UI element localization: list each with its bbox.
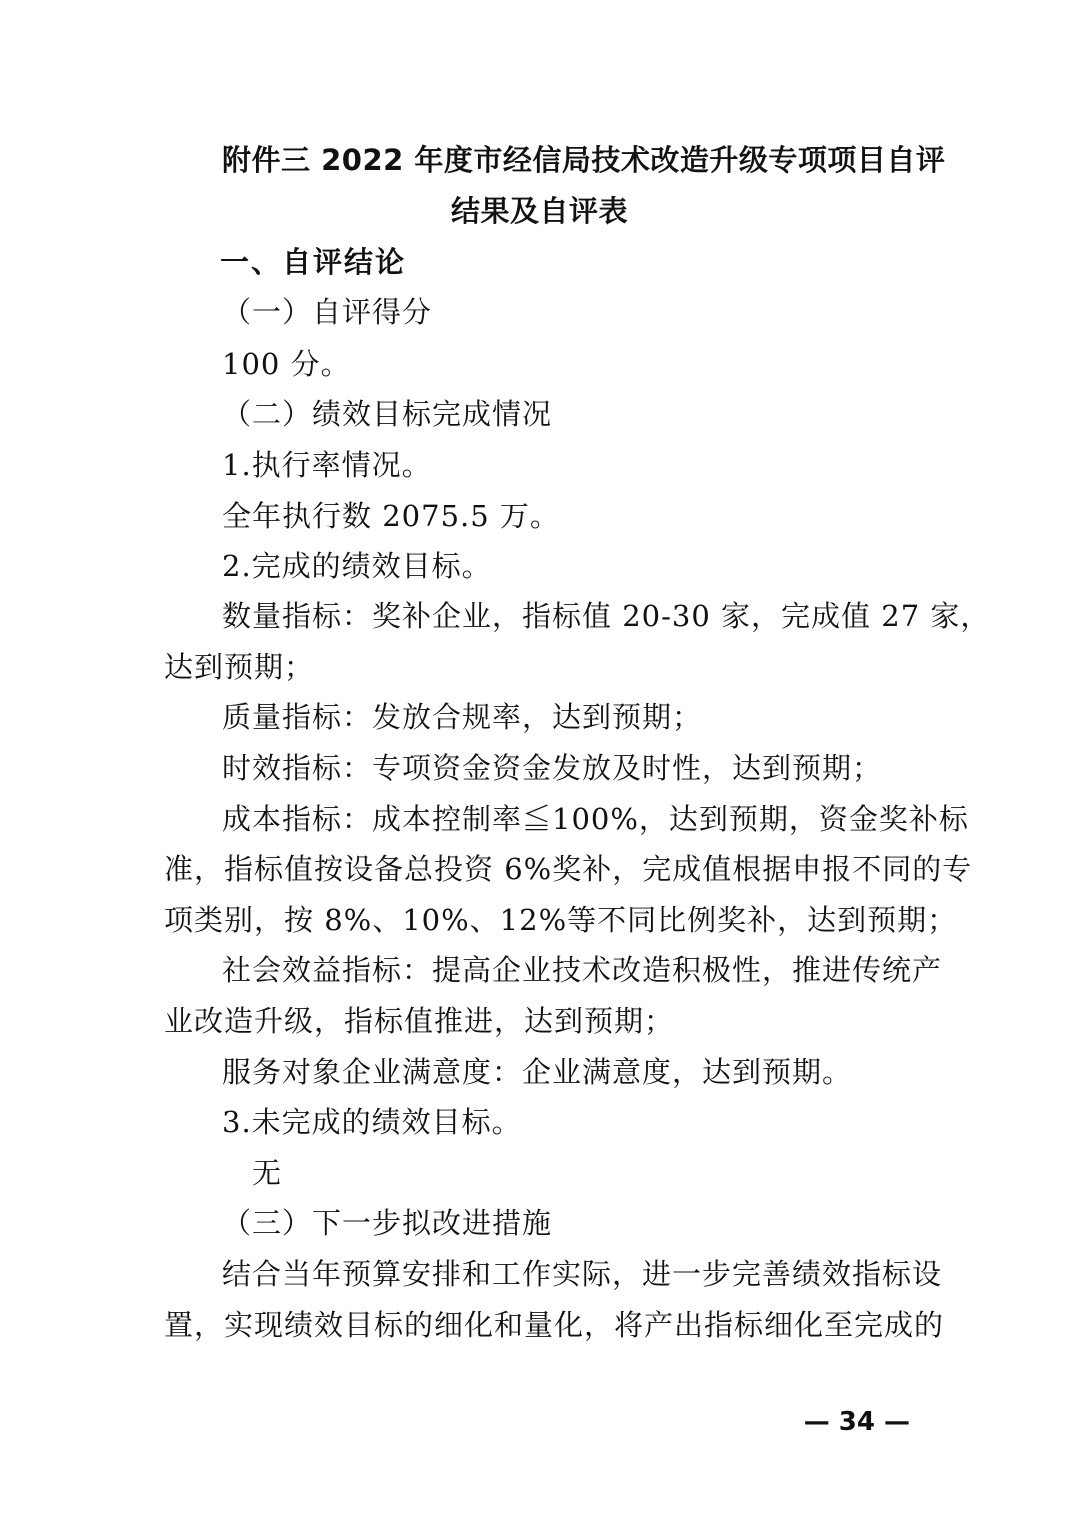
quantity-indicator-line-2: 达到预期； — [164, 650, 315, 684]
score-text: 100 分。 — [222, 347, 351, 381]
none-text: 无 — [252, 1156, 283, 1190]
subheading-goal-completion: （二）绩效目标完成情况 — [222, 397, 553, 431]
item-uncompleted-goals: 3.未完成的绩效目标。 — [222, 1105, 522, 1139]
quality-indicator-line: 质量指标：发放合规率，达到预期； — [222, 700, 703, 734]
satisfaction-indicator-line: 服务对象企业满意度：企业满意度，达到预期。 — [222, 1055, 853, 1089]
quantity-indicator-line-1: 数量指标：奖补企业，指标值 20-30 家，完成值 27 家， — [222, 599, 991, 633]
item-completed-goals: 2.完成的绩效目标。 — [222, 549, 492, 583]
social-benefit-line-1: 社会效益指标：提高企业技术改造积极性，推进传统产 — [222, 953, 943, 987]
subheading-improvement-measures: （三）下一步拟改进措施 — [222, 1206, 553, 1240]
cost-indicator-line-3: 项类别，按 8%、10%、12%等不同比例奖补，达到预期； — [164, 903, 958, 937]
cost-indicator-line-2: 准，指标值按设备总投资 6%奖补，完成值根据申报不同的专 — [164, 852, 973, 886]
page-number: — 34 — — [803, 1407, 910, 1437]
improvement-line-2: 置，实现绩效目标的细化和量化，将产出指标细化至完成的 — [164, 1308, 945, 1342]
cost-indicator-line-1: 成本指标：成本控制率≦100%，达到预期，资金奖补标 — [222, 802, 969, 836]
document-title-line-1: 附件三 2022 年度市经信局技术改造升级专项项目自评 — [222, 143, 946, 177]
execution-amount-text: 全年执行数 2075.5 万。 — [222, 499, 560, 533]
social-benefit-line-2: 业改造升级，指标值推进，达到预期； — [164, 1004, 675, 1038]
item-execution-rate: 1.执行率情况。 — [222, 448, 432, 482]
improvement-line-1: 结合当年预算安排和工作实际，进一步完善绩效指标设 — [222, 1257, 943, 1291]
document-title-line-2: 结果及自评表 — [451, 194, 629, 228]
timeliness-indicator-line: 时效指标：专项资金资金发放及时性，达到预期； — [222, 751, 883, 785]
subheading-score: （一）自评得分 — [222, 295, 433, 329]
section-heading-self-evaluation: 一、自评结论 — [220, 245, 407, 279]
